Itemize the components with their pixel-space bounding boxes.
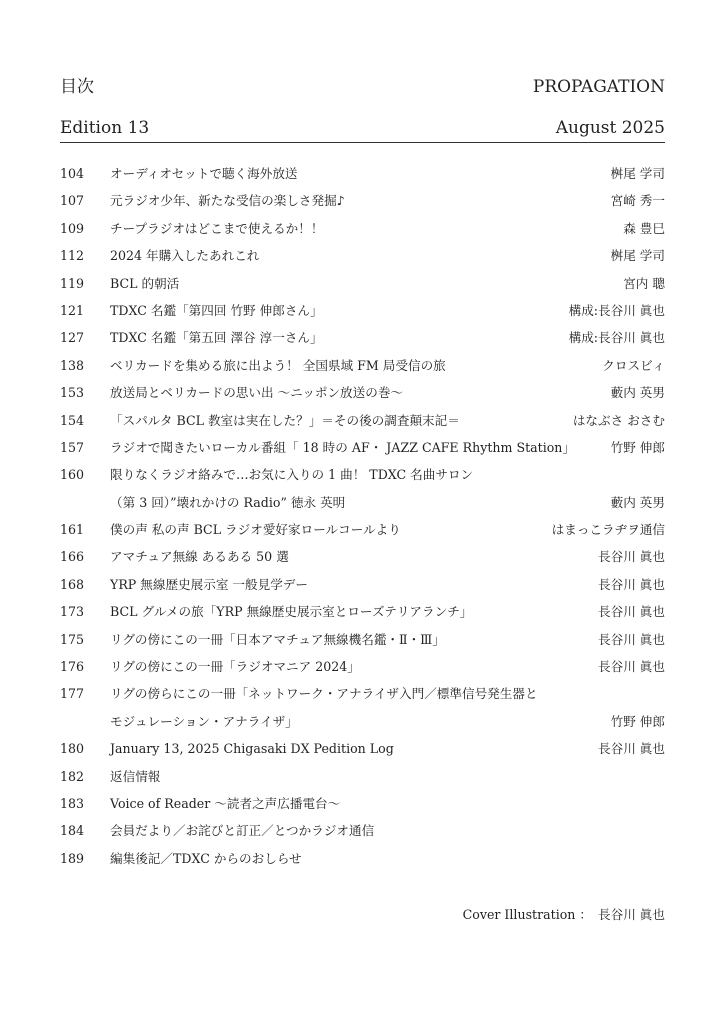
toc-title: 編集後記／TDXC からのおしらせ xyxy=(110,850,302,866)
issue-date: August 2025 xyxy=(555,118,665,138)
toc-row xyxy=(60,434,665,461)
toc-title: チープラジオはどこまで使えるか！！ xyxy=(110,220,324,236)
toc-title: TDXC 名鑑「第五回 澤谷 淳一さん」 xyxy=(110,330,323,346)
header-edition xyxy=(60,118,665,138)
toc-author: はまっこラヂヲ通信 xyxy=(551,522,665,538)
toc-title: Voice of Reader ～読者之声広播電台～ xyxy=(110,795,341,811)
toc-author: 長谷川 眞也 xyxy=(598,576,665,592)
toc-row xyxy=(60,215,665,242)
toc-author: 長谷川 眞也 xyxy=(598,631,665,647)
toc-title: YRP 無線歴史展示室 一般見学デー xyxy=(110,576,308,592)
header-divider xyxy=(60,142,665,143)
toc-row xyxy=(60,324,665,351)
toc-title: （第 3 回）”壊れかけの Radio” 徳永 英明 xyxy=(110,494,346,510)
toc-page-number: 166 xyxy=(60,549,85,565)
toc-row xyxy=(60,845,665,872)
toc-page-number: 107 xyxy=(60,193,85,209)
toc-title: TDXC 名鑑「第四回 竹野 伸郎さん」 xyxy=(110,302,323,318)
toc-row xyxy=(60,352,665,379)
toc-title: リグの傍らにこの一冊「ネットワーク・アナライザ入門／標準信号発生器と xyxy=(110,686,538,702)
toc-author: はなぶさ おさむ xyxy=(572,412,665,428)
toc-row xyxy=(60,160,665,187)
toc-author: 藪内 英男 xyxy=(610,385,665,401)
table-of-contents xyxy=(60,160,665,872)
toc-author: 森 豊巳 xyxy=(623,220,665,236)
toc-row xyxy=(60,735,665,762)
toc-row xyxy=(60,817,665,844)
toc-author: 長谷川 眞也 xyxy=(598,741,665,757)
toc-author: 桝尾 学司 xyxy=(610,166,665,181)
toc-page-number: 104 xyxy=(60,166,85,181)
toc-page-number: 127 xyxy=(60,330,85,346)
toc-page-number: 157 xyxy=(60,439,85,455)
toc-page-number: 161 xyxy=(60,522,85,538)
toc-row xyxy=(60,571,665,598)
toc-title: BCL 的朝活 xyxy=(110,275,180,291)
credit-label: Cover Illustration ： xyxy=(462,907,593,922)
toc-title: 限りなくラジオ絡みで…お気に入りの 1 曲！ TDXC 名曲サロン xyxy=(110,467,474,483)
header-top xyxy=(60,72,665,97)
toc-page-number: 189 xyxy=(60,850,85,866)
toc-title: リグの傍にこの一冊「日本アマチュア無線機名鑑・Ⅱ・Ⅲ」 xyxy=(110,631,445,647)
toc-page-number: 183 xyxy=(60,795,85,811)
toc-row xyxy=(60,516,665,543)
toc-page-number: 121 xyxy=(60,302,85,318)
toc-page-number: 153 xyxy=(60,385,85,401)
toc-author: 長谷川 眞也 xyxy=(598,549,665,565)
toc-page-number: 175 xyxy=(60,631,85,647)
toc-page-number: 176 xyxy=(60,659,85,675)
toc-author: 桝尾 学司 xyxy=(610,248,665,264)
toc-page-number: 138 xyxy=(60,357,85,373)
toc-title: 放送局とベリカードの思い出 ～ニッポン放送の巻～ xyxy=(110,385,404,401)
toc-row xyxy=(60,270,665,297)
toc-page-number: 160 xyxy=(60,467,85,483)
toc-row xyxy=(60,626,665,653)
toc-row xyxy=(60,242,665,269)
toc-row xyxy=(60,187,665,214)
toc-title: オーディオセットで聴く海外放送 xyxy=(110,166,298,181)
toc-row xyxy=(60,489,665,516)
edition-label: Edition 13 xyxy=(60,118,150,138)
toc-author: 構成:長谷川 眞也 xyxy=(568,302,665,318)
toc-row xyxy=(60,790,665,817)
toc-page-number: 112 xyxy=(60,248,85,264)
toc-page-number: 177 xyxy=(60,686,85,702)
cover-credit xyxy=(463,904,665,923)
toc-title: 僕の声 私の声 BCL ラジオ愛好家ロールコールより xyxy=(110,522,401,538)
toc-row xyxy=(60,297,665,324)
toc-title: January 13, 2025 Chigasaki DX Pedition Log xyxy=(110,741,394,757)
toc-row xyxy=(60,763,665,790)
toc-author: 宮内 聰 xyxy=(623,275,665,291)
toc-author: 長谷川 眞也 xyxy=(598,659,665,675)
toc-page-number: 109 xyxy=(60,220,85,236)
toc-author: クロスビィ xyxy=(602,357,665,373)
toc-title: 会員だより／お詫びと訂正／とつかラジオ通信 xyxy=(110,823,375,839)
toc-row xyxy=(60,653,665,680)
toc-page-number: 154 xyxy=(60,412,85,428)
credit-name: 長谷川 眞也 xyxy=(598,907,665,922)
toc-row xyxy=(60,598,665,625)
toc-row xyxy=(60,407,665,434)
toc-title: 元ラジオ少年、新たな受信の楽しさ発掘♪ xyxy=(110,193,345,209)
toc-row xyxy=(60,379,665,406)
toc-page-number: 182 xyxy=(60,768,85,784)
toc-title: アマチュア無線 あるある 50 選 xyxy=(110,549,289,565)
toc-author: 竹野 伸郎 xyxy=(610,439,665,455)
toc-title: ラジオで聞きたいローカル番組「 18 時の AF・ JAZZ CAFE Rhythm Station」 xyxy=(110,439,576,455)
toc-author: 宮崎 秀一 xyxy=(610,193,665,209)
toc-row xyxy=(60,708,665,735)
toc-author: 藪内 英男 xyxy=(610,494,665,510)
toc-title: モジュレーション・アナライザ」 xyxy=(110,713,298,729)
magazine-title: PROPAGATION xyxy=(532,77,665,97)
toc-page-number: 168 xyxy=(60,576,85,592)
toc-title: 2024 年購入したあれこれ xyxy=(110,248,260,264)
toc-row xyxy=(60,543,665,570)
toc-title: ベリカードを集める旅に出よう！ 全国県域 FM 局受信の旅 xyxy=(110,357,446,373)
toc-page-number: 119 xyxy=(60,275,85,291)
toc-author: 竹野 伸郎 xyxy=(610,713,665,729)
toc-row xyxy=(60,461,665,488)
toc-title: 返信情報 xyxy=(110,768,161,784)
toc-author: 構成:長谷川 眞也 xyxy=(568,330,665,346)
toc-page-number: 180 xyxy=(60,741,85,757)
toc-title: リグの傍にこの一冊「ラジオマニア 2024」 xyxy=(110,659,360,675)
toc-row xyxy=(60,680,665,707)
toc-title: BCL グルメの旅「YRP 無線歴史展示室とローズテリアランチ」 xyxy=(110,604,473,620)
toc-page-number: 184 xyxy=(60,823,85,839)
contents-heading: 目次 xyxy=(60,77,94,97)
toc-title: 「スパルタ BCL 教室は実在した？」＝その後の調査顛末記＝ xyxy=(110,412,460,428)
toc-author: 長谷川 眞也 xyxy=(598,604,665,620)
toc-page-number: 173 xyxy=(60,604,85,620)
